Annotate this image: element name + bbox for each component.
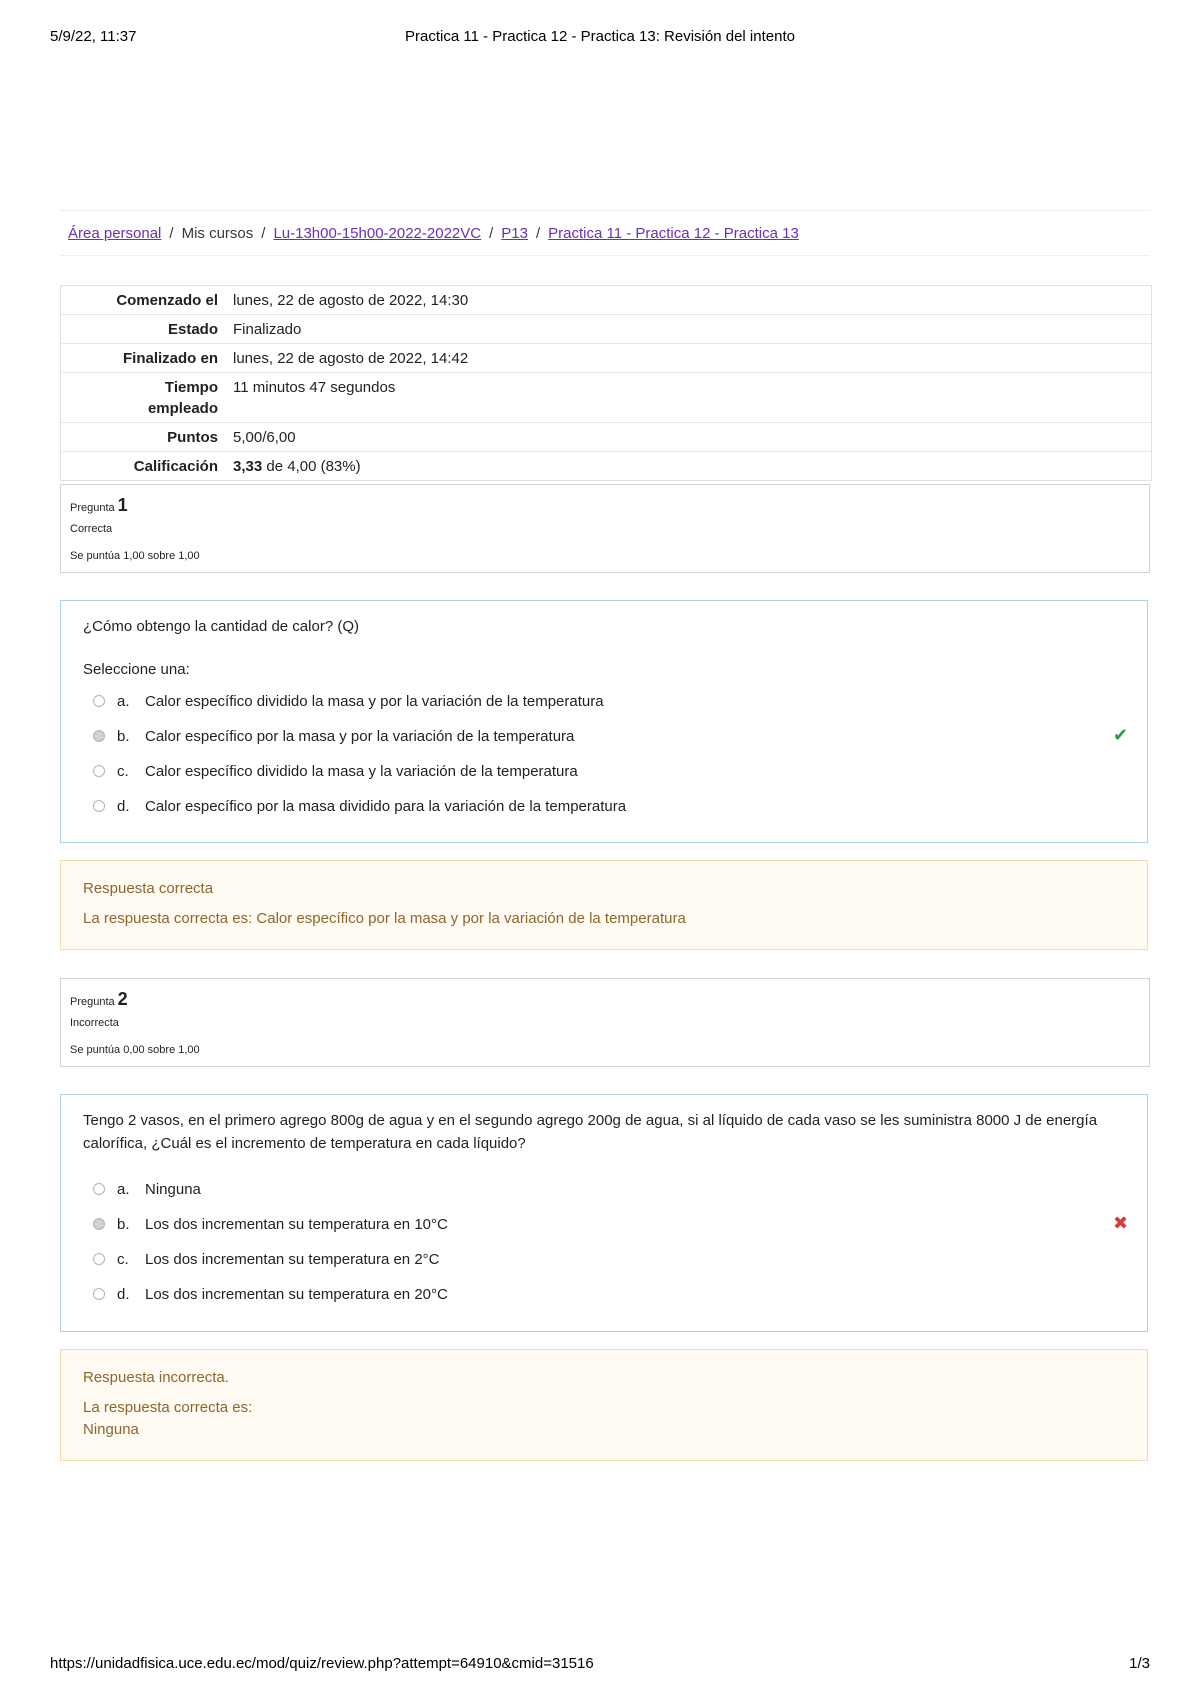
answer-text: Ninguna	[145, 1180, 201, 1198]
answer-text: Calor específico dividido la masa y por la variación de la temperatura	[145, 692, 604, 710]
summary-label: Comenzado el	[116, 292, 218, 309]
summary-value: 3,33 de 4,00 (83%)	[233, 458, 361, 475]
breadcrumb-link-course[interactable]: Lu-13h00-15h00-2022-2022VC	[273, 224, 482, 242]
breadcrumb: Área personal / Mis cursos / Lu-13h00-15h00-2022-2022VC / P13 / Practica 11 - Practica 12 - Practica 13	[60, 210, 1150, 256]
summary-value: Finalizado	[233, 321, 302, 338]
question-info-2	[60, 978, 1150, 1067]
cross-icon: ✖	[1113, 1213, 1129, 1233]
question-state: Correcta	[70, 523, 113, 535]
answer-text: Calor específico dividido la masa y la variación de la temperatura	[145, 762, 578, 780]
summary-row-state	[61, 315, 1151, 344]
answer-option-b[interactable]: b. Calor específico por la masa y por la variación de la temperatura ✔	[93, 723, 1107, 749]
summary-value: 11 minutos 47 segundos	[233, 379, 396, 396]
answer-text: Los dos incrementan su temperatura en 20°C	[145, 1285, 448, 1303]
question-feedback-1	[60, 860, 1148, 950]
answer-option-b[interactable]: b. Los dos incrementan su temperatura en 10°C ✖	[93, 1211, 1107, 1237]
summary-row-finished	[61, 344, 1151, 373]
summary-label: Puntos	[167, 429, 218, 446]
print-title: Practica 11 - Practica 12 - Practica 13: Revisión del intento	[405, 28, 795, 45]
answer-text: Los dos incrementan su temperatura en 10°C	[145, 1215, 448, 1233]
breadcrumb-link-quiz[interactable]: Practica 11 - Practica 12 - Practica 13	[548, 224, 799, 242]
question-formulation-2	[60, 1094, 1148, 1332]
attempt-summary-table	[60, 285, 1152, 481]
radio-button[interactable]	[93, 695, 105, 707]
answer-option-a[interactable]: a. Calor específico dividido la masa y por la variación de la temperatura	[93, 688, 1107, 714]
summary-label: Estado	[167, 321, 218, 338]
summary-row-time	[61, 373, 1151, 423]
summary-row-points	[61, 423, 1151, 452]
feedback-result: Respuesta correcta	[83, 880, 214, 897]
question-number: Pregunta 2	[70, 989, 128, 1009]
answer-text: Calor específico por la masa y por la variación de la temperatura	[145, 727, 575, 745]
answer-text: Calor específico por la masa dividido para la variación de la temperatura	[145, 797, 627, 815]
print-date: 5/9/22, 11:37	[50, 28, 137, 45]
answer-option-d[interactable]: d. Los dos incrementan su temperatura en 20°C	[93, 1281, 1107, 1307]
summary-row-grade	[61, 452, 1151, 481]
summary-value: lunes, 22 de agosto de 2022, 14:42	[233, 350, 469, 367]
page-count: 1/3	[1129, 1655, 1150, 1672]
question-info-1	[60, 484, 1150, 573]
question-feedback-2	[60, 1349, 1148, 1461]
answer-option-d[interactable]: d. Calor específico por la masa dividido para la variación de la temperatura	[93, 793, 1107, 819]
summary-label: Tiempo empleado	[147, 379, 218, 417]
question-grade: Se puntúa 0,00 sobre 1,00	[70, 1044, 200, 1056]
summary-label: Finalizado en	[122, 350, 218, 367]
feedback-right-answer-label: La respuesta correcta es:	[83, 1399, 253, 1416]
radio-button[interactable]	[93, 765, 105, 777]
question-text: ¿Cómo obtengo la cantidad de calor? (Q)	[83, 618, 359, 635]
radio-button[interactable]	[93, 1183, 105, 1195]
breadcrumb-item-mis-cursos: Mis cursos	[181, 224, 254, 242]
answer-text: Los dos incrementan su temperatura en 2°C	[145, 1250, 440, 1268]
summary-label: Calificación	[133, 458, 218, 475]
question-formulation-1	[60, 600, 1148, 843]
radio-button[interactable]	[93, 1288, 105, 1300]
radio-button-selected[interactable]	[93, 1218, 105, 1230]
print-url: https://unidadfisica.uce.edu.ec/mod/quiz/review.php?attempt=64910&cmid=31516	[50, 1655, 594, 1672]
question-grade: Se puntúa 1,00 sobre 1,00	[70, 550, 200, 562]
summary-value: lunes, 22 de agosto de 2022, 14:30	[233, 292, 469, 309]
print-header	[50, 28, 1150, 50]
question-text: Tengo 2 vasos, en el primero agrego 800g de agua y en el segundo agrego 200g de agua, si al líquido de cada vaso se les suministra 8000 J de energía calorífica, ¿Cuál es el incremento de temperatura en cada líquido?	[83, 1112, 1098, 1152]
feedback-right-answer: Ninguna	[83, 1421, 139, 1438]
question-state: Incorrecta	[70, 1017, 119, 1029]
radio-button[interactable]	[93, 1253, 105, 1265]
radio-button-selected[interactable]	[93, 730, 105, 742]
summary-row-started	[61, 286, 1151, 315]
feedback-right-answer: La respuesta correcta es: Calor específico por la masa y por la variación de la temperatura	[83, 910, 686, 927]
answer-option-c[interactable]: c. Los dos incrementan su temperatura en 2°C	[93, 1246, 1107, 1272]
answer-prompt: Seleccione una:	[83, 661, 190, 678]
breadcrumb-link-p13[interactable]: P13	[501, 224, 528, 242]
radio-button[interactable]	[93, 800, 105, 812]
feedback-result: Respuesta incorrecta.	[83, 1369, 229, 1386]
question-number: Pregunta 1	[70, 495, 128, 515]
answer-option-a[interactable]: a. Ninguna	[93, 1176, 1107, 1202]
summary-value: 5,00/6,00	[233, 429, 296, 446]
breadcrumb-link-area-personal[interactable]: Área personal	[68, 224, 162, 242]
print-footer	[50, 1655, 1150, 1677]
check-icon: ✔	[1113, 725, 1129, 745]
answer-option-c[interactable]: c. Calor específico dividido la masa y la variación de la temperatura	[93, 758, 1107, 784]
